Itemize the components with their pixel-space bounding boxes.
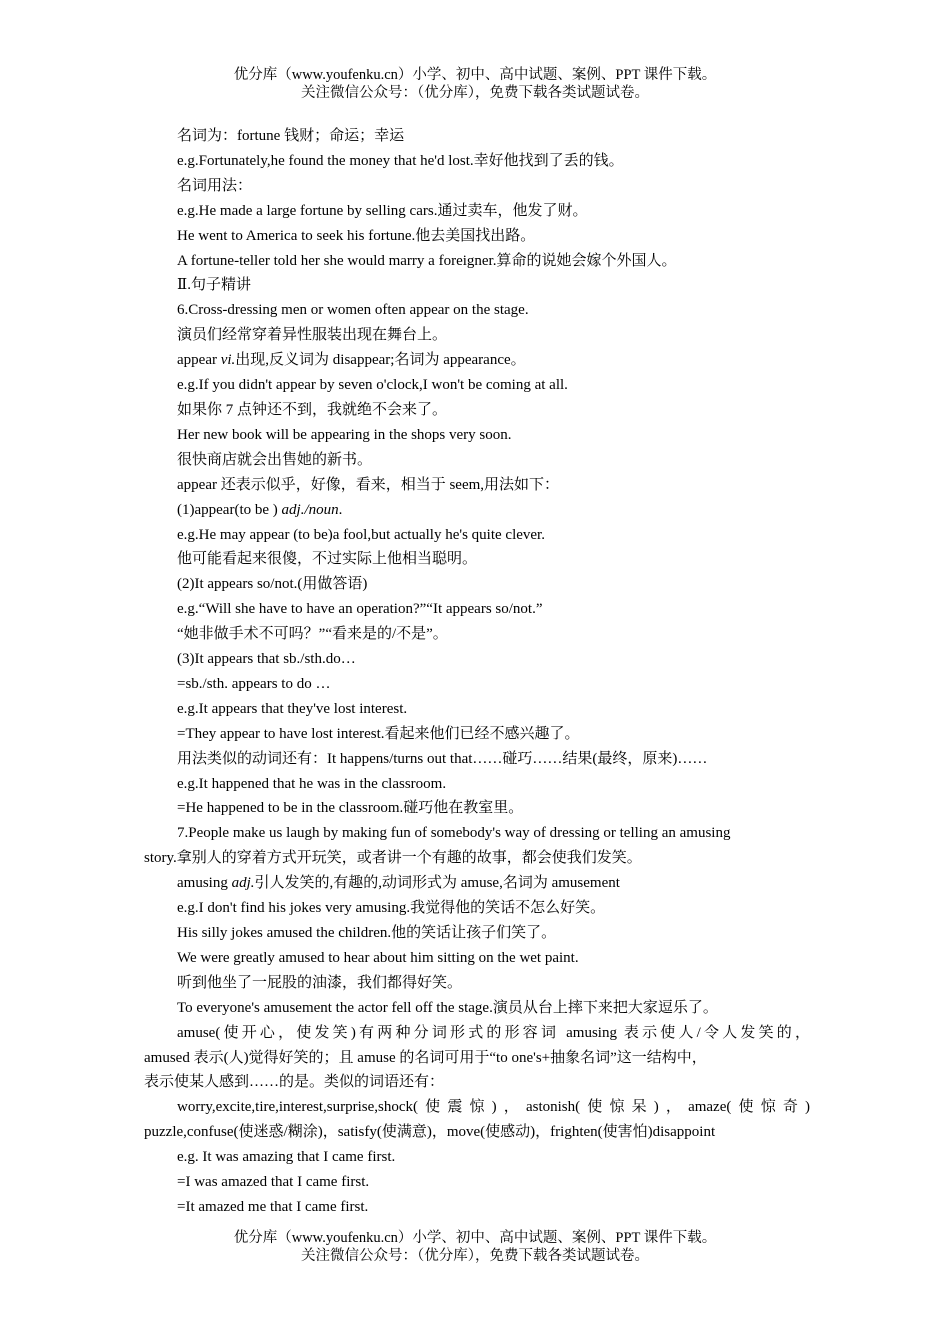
paragraph: e.g.He may appear (to be)a fool,but actually he's quite clever. (177, 526, 545, 543)
paragraph: e.g.If you didn't appear by seven o'clock,I won't be coming at all. (177, 377, 568, 394)
paragraph: 很快商店就会出售她的新书。 (177, 451, 373, 468)
paragraph (144, 1095, 810, 1120)
paragraph (144, 498, 810, 523)
footer-line-2: 关注微信公众号：（优分库），免费下载各类试题试卷。 (301, 1248, 649, 1264)
paragraph: 名词用法： (177, 177, 253, 194)
paragraph: 用法类似的动词还有：It happens/turns out that……碰巧……结果(最终，原来)…… (177, 750, 708, 767)
paragraph: amused 表示(人)觉得好笑的；且 amuse 的名词可用于“to one's+抽象名词”这一结构中， (144, 1049, 707, 1066)
paragraph: =It amazed me that I came first. (177, 1198, 369, 1215)
text-run: (1)appear(to be ) (177, 501, 282, 518)
paragraph: 演员们经常穿着异性服装出现在舞台上。 (177, 327, 448, 344)
paragraph (144, 348, 810, 373)
paragraph: =They appear to have lost interest.看起来他们已经不感兴趣了。 (177, 725, 580, 742)
paragraph: story.拿别人的穿着方式开玩笑，或者讲一个有趣的故事，都会使我们发笑。 (144, 850, 642, 867)
header-line-2: 关注微信公众号：（优分库），免费下载各类试题试卷。 (301, 85, 649, 101)
paragraph: e.g. It was amazing that I came first. (177, 1149, 396, 1166)
page-header (0, 66, 950, 102)
paragraph: puzzle,confuse(使迷惑/糊涂)，satisfy(使满意)，move(使感动)，frighten(使害怕)disappoint (144, 1124, 716, 1141)
paragraph: Her new book will be appearing in the shops very soon. (177, 426, 512, 443)
text-run: appear (177, 352, 221, 369)
paragraph: His silly jokes amused the children.他的笑话让孩子们笑了。 (177, 925, 557, 941)
paragraph: We were greatly amused to hear about him sitting on the wet paint. (177, 949, 579, 966)
text-run: amuse(使开心，使发笑)有两种分词形式的形容词 amusing 表示使人/令人发笑的， (177, 1024, 810, 1041)
document-body (144, 124, 810, 1220)
paragraph: 表示使某人感到……的是。类似的词语还有： (144, 1074, 445, 1091)
paragraph (144, 1021, 810, 1046)
paragraph: 6.Cross-dressing men or women often appear on the stage. (177, 302, 529, 319)
paragraph: To everyone's amusement the actor fell off the stage.演员从台上摔下来把大家逗乐了。 (177, 999, 718, 1016)
paragraph: e.g.Fortunately,he found the money that he'd lost.幸好他找到了丢的钱。 (177, 152, 624, 169)
paragraph: e.g.I don't find his jokes very amusing.我觉得他的笑话不怎么好笑。 (177, 900, 606, 917)
paragraph: e.g.“Will she have to have an operation?”“It appears so/not.” (177, 601, 543, 618)
paragraph: e.g.It appears that they've lost interest. (177, 700, 408, 717)
paragraph: He went to America to seek his fortune.他去美国找出路。 (177, 227, 536, 244)
header-line-1: 优分库（www.youfenku.cn）小学、初中、高中试题、案例、PPT 课件下载。 (233, 67, 717, 83)
paragraph: e.g.He made a large fortune by selling cars.通过卖车，他发了财。 (177, 202, 588, 219)
paragraph: 7.People make us laugh by making fun of somebody's way of dressing or telling an amusing (177, 825, 731, 842)
paragraph: 名词为：fortune 钱财；命运；幸运 (177, 128, 405, 144)
italic-text: adj./noun (281, 501, 339, 518)
text-run: 出现,反义词为 disappear;名词为 appearance。 (235, 352, 526, 369)
page-footer (0, 1229, 950, 1265)
paragraph: =sb./sth. appears to do … (177, 675, 331, 692)
paragraph: e.g.It happened that he was in the classroom. (177, 775, 447, 792)
paragraph: =I was amazed that I came first. (177, 1174, 370, 1191)
text-run: amusing (177, 875, 232, 892)
italic-text: vi. (220, 352, 236, 369)
paragraph: =He happened to be in the classroom.碰巧他在教室里。 (177, 800, 524, 817)
paragraph (144, 871, 810, 896)
paragraph: 他可能看起来很傻，不过实际上他相当聪明。 (177, 551, 478, 568)
section-heading: Ⅱ.句子精讲 (177, 277, 251, 294)
paragraph: (2)It appears so/not.(用做答语) (177, 576, 368, 593)
footer-line-1: 优分库（www.youfenku.cn）小学、初中、高中试题、案例、PPT 课件下载。 (233, 1230, 717, 1246)
paragraph: A fortune-teller told her she would marry a foreigner.算命的说她会嫁个外国人。 (177, 252, 677, 269)
text-run: worry,excite,tire,interest,surprise,shock(使震惊)，astonish(使惊呆)，amaze(使惊奇) (177, 1099, 810, 1116)
paragraph: “她非做手术不可吗？”“看来是的/不是”。 (177, 626, 448, 643)
paragraph: appear 还表示似乎，好像，看来，相当于 seem,用法如下： (177, 476, 560, 493)
paragraph: (3)It appears that sb./sth.do… (177, 651, 356, 668)
paragraph: 如果你 7 点钟还不到，我就绝不会来了。 (177, 401, 448, 418)
italic-text: adj. (231, 875, 255, 892)
paragraph: 听到他坐了一屁股的油漆，我们都得好笑。 (177, 974, 463, 991)
text-run: . (338, 501, 343, 518)
text-run: 引人发笑的,有趣的,动词形式为 amuse,名词为 amusement (254, 875, 620, 892)
